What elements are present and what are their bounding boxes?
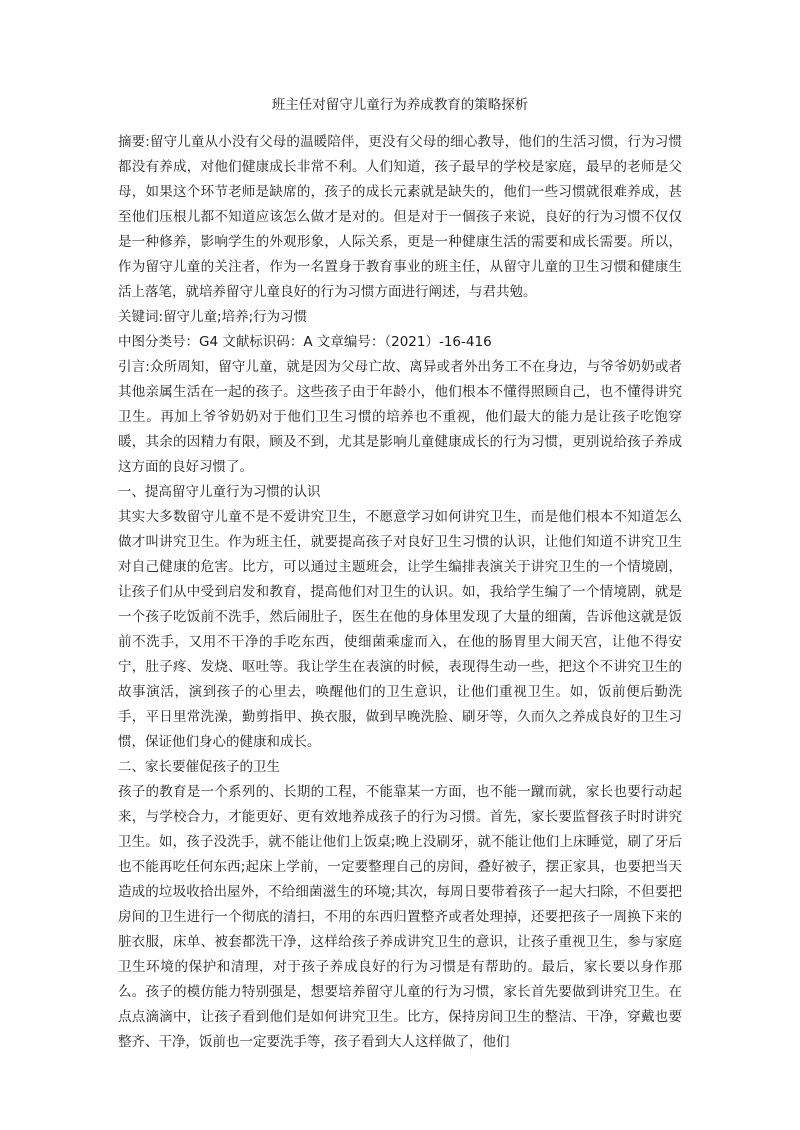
keywords-line [118, 305, 682, 330]
section1-heading: 一、提高留守儿童行为习惯的认识 [118, 484, 321, 500]
intro-text: 众所周知，留守儿童，就是因为父母亡故、离异或者外出务工不在身边，与爷爷奶奶或者其他亲属生活在一起的孩子。这些孩子由于年龄小，他们根本不懂得照顾自己，也不懂得讲究卫生。再加上爷爷奶奶对于他们卫生习惯的培养也不重视，他们最大的能力是让孩子吃饱穿暖，其余的因精力有限，顾及不到，尤其是影响儿童健康成长的行为习惯，更别说给孩子养成这方面的良好习惯了。 [118, 359, 682, 475]
intro-label: 引言: [118, 359, 150, 375]
keywords-text: 留守儿童;培养;行为习惯 [163, 309, 308, 325]
abstract-label: 摘要: [118, 134, 150, 150]
classification-line: 中图分类号：G4 文献标识码：A 文章编号：（2021）-16-416 [118, 334, 492, 350]
section2-heading: 二、家长要催促孩子的卫生 [118, 759, 280, 775]
intro-paragraph [118, 355, 682, 480]
section2-paragraph: 孩子的教育是一个系列的、长期的工程，不能靠某一方面，也不能一蹴而就，家长也要行动起来，与学校合力，才能更好、更有效地养成孩子的行为习惯。首先，家长要监督孩子时时讲究卫生。如，孩子没洗手，就不能让他们上饭桌;晚上没刷牙，就不能让他们上床睡觉，刷了牙后也不能再吃任何东西;起床上学前，一定要整理自己的房间，叠好被子，摆正家具，也要把当天造成的垃圾收拾出屋外，不给细菌滋生的环境;其次，每周日要带着孩子一起大扫除，不但要把房间的卫生进行一个彻底的清扫，不用的东西归置整齐或者处理掉，还要把孩子一周换下来的脏衣服，床单、被套都洗干净，这样给孩子养成讲究卫生的意识，让孩子重视卫生，参与家庭卫生环境的保护和清理，对于孩子养成良好的行为习惯是有帮助的。最后，家长要以身作那么。孩子的模仿能力特别强是，想要培养留守儿童的行为习惯，家长首先要做到讲究卫生。在点点滴滴中，让孩子看到他们是如何讲究卫生。比方，保持房间卫生的整洁、干净，穿戴也要整齐、干净，饭前也一定要洗手等，孩子看到大人这样做了，他们 [118, 784, 682, 1050]
paper-title: 班主任对留守儿童行为养成教育的策略探析 [271, 97, 529, 113]
keywords-label: 关键词: [118, 309, 164, 325]
abstract-text: 留守儿童从小没有父母的温暖陪伴，更没有父母的细心教导，他们的生活习惯，行为习惯都没有养成，对他们健康成长非常不利。人们知道，孩子最早的学校是家庭，最早的老师是父母，如果这个环节老师是缺席的，孩子的成长元素就是缺失的，他们一些习惯就很难养成，甚至他们压根儿都不知道应该怎么做才是对的。但是对于一個孩子来说，良好的行为习惯不仅仅是一种修养，影响学生的外观形象，人际关系，更是一种健康生活的需要和成长需要。所以，作为留守儿童的关注者，作为一名置身于教育事业的班主任，从留守儿童的卫生习惯和健康生活上落笔，就培养留守儿童良好的行为习惯方面进行阐述，与君共勉。 [118, 134, 682, 300]
document-page [118, 92, 682, 1055]
abstract-paragraph [118, 130, 682, 305]
section1-paragraph: 其实大多数留守儿童不是不爱讲究卫生，不愿意学习如何讲究卫生，而是他们根本不知道怎么做才叫讲究卫生。作为班主任，就要提高孩子对良好卫生习惯的认识，让他们知道不讲究卫生对自己健康的危害。比方，可以通过主题班会，让学生编排表演关于讲究卫生的一个情境剧，让孩子们从中受到启发和教育，提高他们对卫生的认识。如，我给学生编了一个情境剧，就是一个孩子吃饭前不洗手，然后闹肚子，医生在他的身体里发现了大量的细菌，告诉他这就是饭前不洗手，又用不干净的手吃东西，使细菌乘虚而入，在他的肠胃里大闹天宫，让他不得安宁，肚子疼、发烧、呕吐等。我让学生在表演的时候，表现得生动一些，把这个不讲究卫生的故事演活，演到孩子的心里去，唤醒他们的卫生意识，让他们重视卫生。如，饭前便后勤洗手，平日里常洗澡，勤剪指甲、换衣服，做到早晚洗脸、刷牙等，久而久之养成良好的卫生习惯，保证他们身心的健康和成长。 [118, 509, 682, 750]
